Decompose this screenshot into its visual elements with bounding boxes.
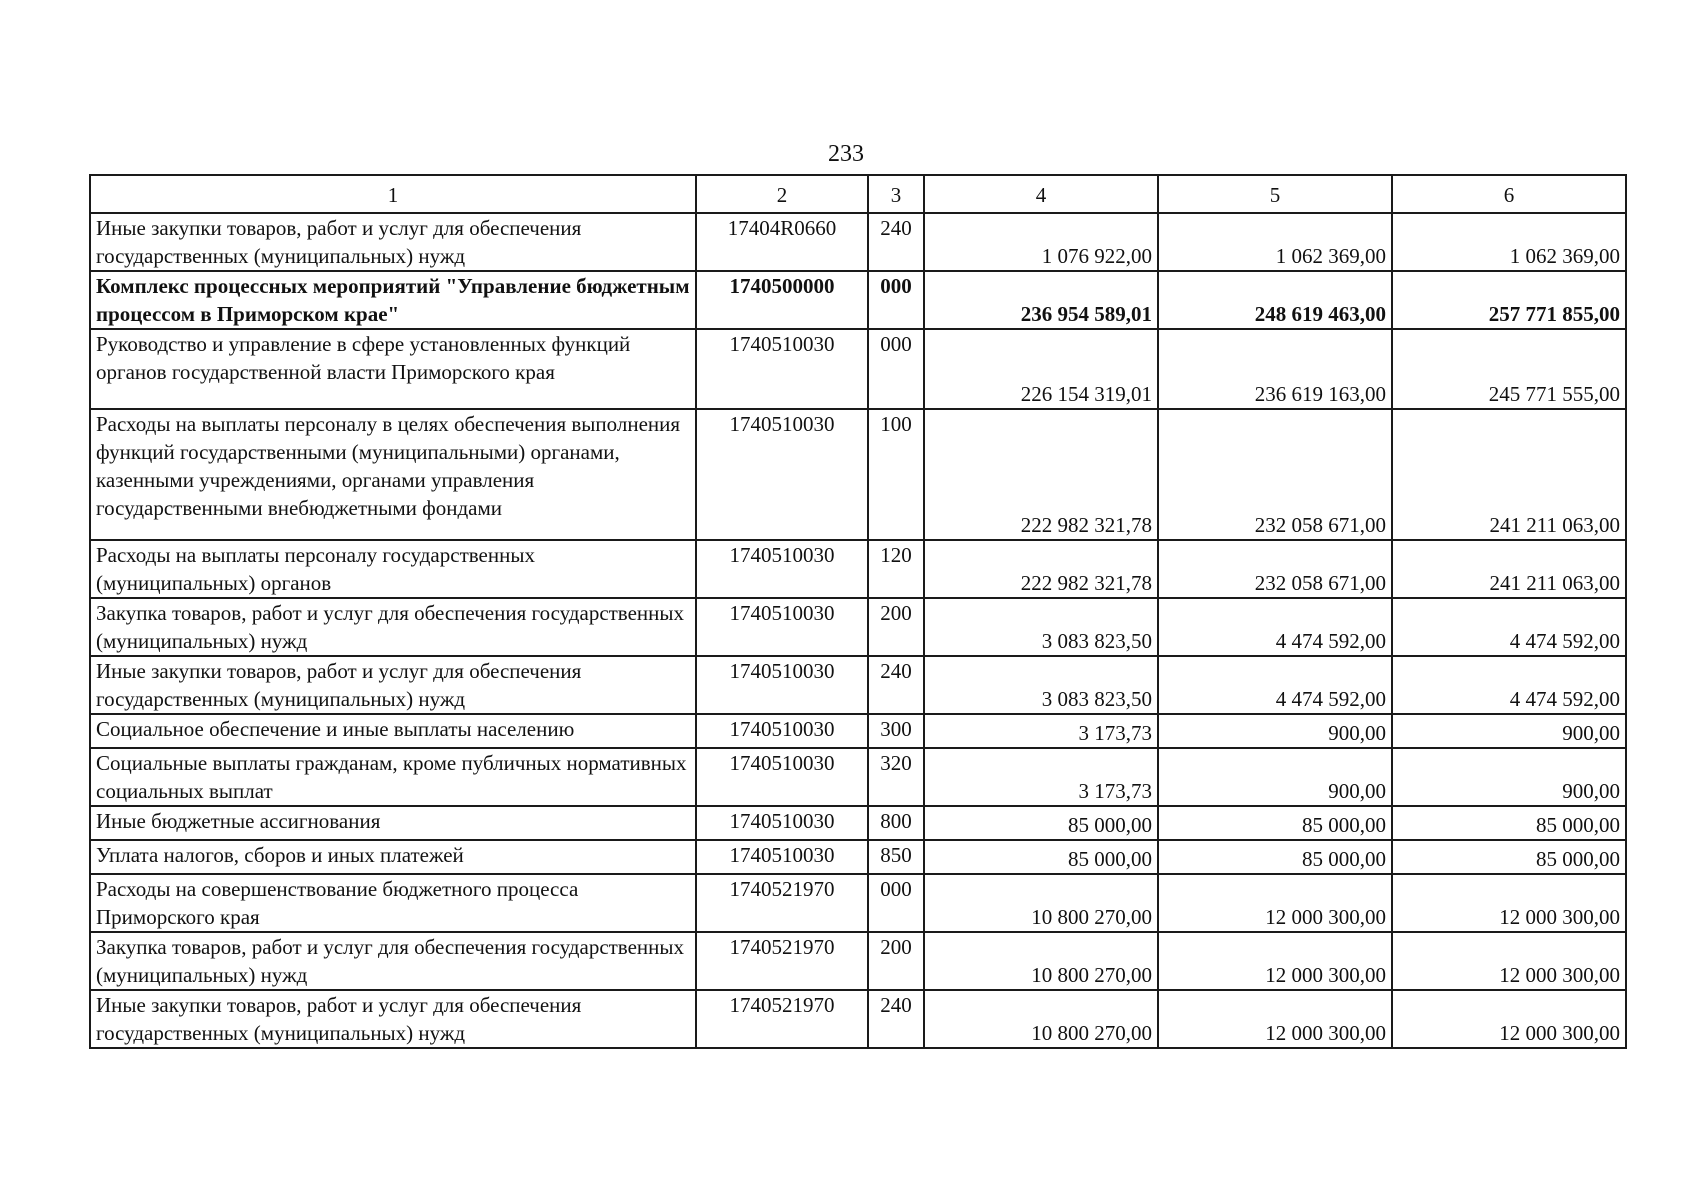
target-code-cell: 17404R0660 [696,213,868,271]
expense-type-cell: 200 [868,932,924,990]
amount-col5-cell: 85 000,00 [1158,840,1392,874]
expense-type-cell: 800 [868,806,924,840]
amount-col5-cell: 4 474 592,00 [1158,598,1392,656]
expense-type-cell: 240 [868,213,924,271]
expense-name-cell: Социальные выплаты гражданам, кроме публичных нормативных социальных выплат [90,748,696,806]
amount-col5-cell: 85 000,00 [1158,806,1392,840]
table-row [90,409,1626,540]
target-code-cell: 1740510030 [696,656,868,714]
amount-col5-cell: 232 058 671,00 [1158,409,1392,540]
expense-type-cell: 240 [868,656,924,714]
budget-table [89,174,1627,1049]
table-row [90,714,1626,748]
expense-name-cell: Расходы на совершенствование бюджетного процесса Приморского края [90,874,696,932]
amount-col4-cell: 10 800 270,00 [924,990,1158,1048]
amount-col5-cell: 12 000 300,00 [1158,874,1392,932]
amount-col4-cell: 85 000,00 [924,806,1158,840]
amount-col4-cell: 3 173,73 [924,714,1158,748]
amount-col6-cell: 4 474 592,00 [1392,598,1626,656]
header-cell-6: 6 [1392,175,1626,213]
target-code-cell: 1740521970 [696,990,868,1048]
expense-name-cell: Комплекс процессных мероприятий "Управление бюджетным процессом в Приморском крае" [90,271,696,329]
amount-col6-cell: 900,00 [1392,748,1626,806]
amount-col5-cell: 12 000 300,00 [1158,932,1392,990]
table-row [90,656,1626,714]
table-row [90,990,1626,1048]
amount-col4-cell: 3 083 823,50 [924,598,1158,656]
amount-col6-cell: 12 000 300,00 [1392,990,1626,1048]
amount-col4-cell: 222 982 321,78 [924,540,1158,598]
target-code-cell: 1740510030 [696,806,868,840]
expense-name-cell: Руководство и управление в сфере установленных функций органов государственной власти Приморского края [90,329,696,409]
header-cell-3: 3 [868,175,924,213]
amount-col4-cell: 222 982 321,78 [924,409,1158,540]
target-code-cell: 1740510030 [696,598,868,656]
amount-col4-cell: 1 076 922,00 [924,213,1158,271]
amount-col6-cell: 12 000 300,00 [1392,932,1626,990]
amount-col6-cell: 85 000,00 [1392,806,1626,840]
amount-col6-cell: 4 474 592,00 [1392,656,1626,714]
amount-col4-cell: 236 954 589,01 [924,271,1158,329]
target-code-cell: 1740510030 [696,409,868,540]
header-cell-1: 1 [90,175,696,213]
target-code-cell: 1740521970 [696,932,868,990]
target-code-cell: 1740510030 [696,748,868,806]
expense-type-cell: 200 [868,598,924,656]
header-row [90,175,1626,213]
expense-type-cell: 240 [868,990,924,1048]
target-code-cell: 1740500000 [696,271,868,329]
amount-col6-cell: 257 771 855,00 [1392,271,1626,329]
table-row [90,213,1626,271]
expense-name-cell: Закупка товаров, работ и услуг для обеспечения государственных (муниципальных) нужд [90,932,696,990]
expense-name-cell: Уплата налогов, сборов и иных платежей [90,840,696,874]
table-row [90,748,1626,806]
page-number: 233 [828,141,864,167]
expense-name-cell: Закупка товаров, работ и услуг для обеспечения государственных (муниципальных) нужд [90,598,696,656]
amount-col4-cell: 85 000,00 [924,840,1158,874]
amount-col5-cell: 232 058 671,00 [1158,540,1392,598]
amount-col4-cell: 226 154 319,01 [924,329,1158,409]
table-row [90,540,1626,598]
amount-col5-cell: 900,00 [1158,714,1392,748]
amount-col5-cell: 1 062 369,00 [1158,213,1392,271]
table-row [90,329,1626,409]
table-row [90,598,1626,656]
target-code-cell: 1740510030 [696,329,868,409]
table-row [90,840,1626,874]
expense-type-cell: 000 [868,874,924,932]
target-code-cell: 1740510030 [696,840,868,874]
amount-col6-cell: 12 000 300,00 [1392,874,1626,932]
target-code-cell: 1740510030 [696,540,868,598]
amount-col5-cell: 248 619 463,00 [1158,271,1392,329]
table-row [90,874,1626,932]
expense-name-cell: Иные закупки товаров, работ и услуг для обеспечения государственных (муниципальных) нужд [90,213,696,271]
amount-col5-cell: 4 474 592,00 [1158,656,1392,714]
expense-name-cell: Иные закупки товаров, работ и услуг для обеспечения государственных (муниципальных) нужд [90,990,696,1048]
header-cell-4: 4 [924,175,1158,213]
amount-col4-cell: 3 173,73 [924,748,1158,806]
expense-name-cell: Расходы на выплаты персоналу в целях обеспечения выполнения функций государственными (муниципальными) органами, казенными учреждениями, органами управления государственными внебюджетными фондами [90,409,696,540]
amount-col4-cell: 3 083 823,50 [924,656,1158,714]
amount-col6-cell: 241 211 063,00 [1392,540,1626,598]
amount-col4-cell: 10 800 270,00 [924,932,1158,990]
expense-name-cell: Иные закупки товаров, работ и услуг для обеспечения государственных (муниципальных) нужд [90,656,696,714]
expense-name-cell: Расходы на выплаты персоналу государственных (муниципальных) органов [90,540,696,598]
table-body [90,213,1626,1048]
expense-type-cell: 320 [868,748,924,806]
amount-col4-cell: 10 800 270,00 [924,874,1158,932]
expense-type-cell: 000 [868,329,924,409]
amount-col6-cell: 241 211 063,00 [1392,409,1626,540]
table-row [90,932,1626,990]
amount-col5-cell: 900,00 [1158,748,1392,806]
amount-col6-cell: 900,00 [1392,714,1626,748]
table-row [90,806,1626,840]
expense-name-cell: Социальное обеспечение и иные выплаты населению [90,714,696,748]
expense-name-cell: Иные бюджетные ассигнования [90,806,696,840]
expense-type-cell: 100 [868,409,924,540]
expense-type-cell: 120 [868,540,924,598]
amount-col6-cell: 245 771 555,00 [1392,329,1626,409]
expense-type-cell: 300 [868,714,924,748]
table-row [90,271,1626,329]
amount-col6-cell: 85 000,00 [1392,840,1626,874]
header-cell-2: 2 [696,175,868,213]
expense-type-cell: 000 [868,271,924,329]
header-cell-5: 5 [1158,175,1392,213]
amount-col5-cell: 12 000 300,00 [1158,990,1392,1048]
amount-col5-cell: 236 619 163,00 [1158,329,1392,409]
target-code-cell: 1740521970 [696,874,868,932]
amount-col6-cell: 1 062 369,00 [1392,213,1626,271]
expense-type-cell: 850 [868,840,924,874]
target-code-cell: 1740510030 [696,714,868,748]
